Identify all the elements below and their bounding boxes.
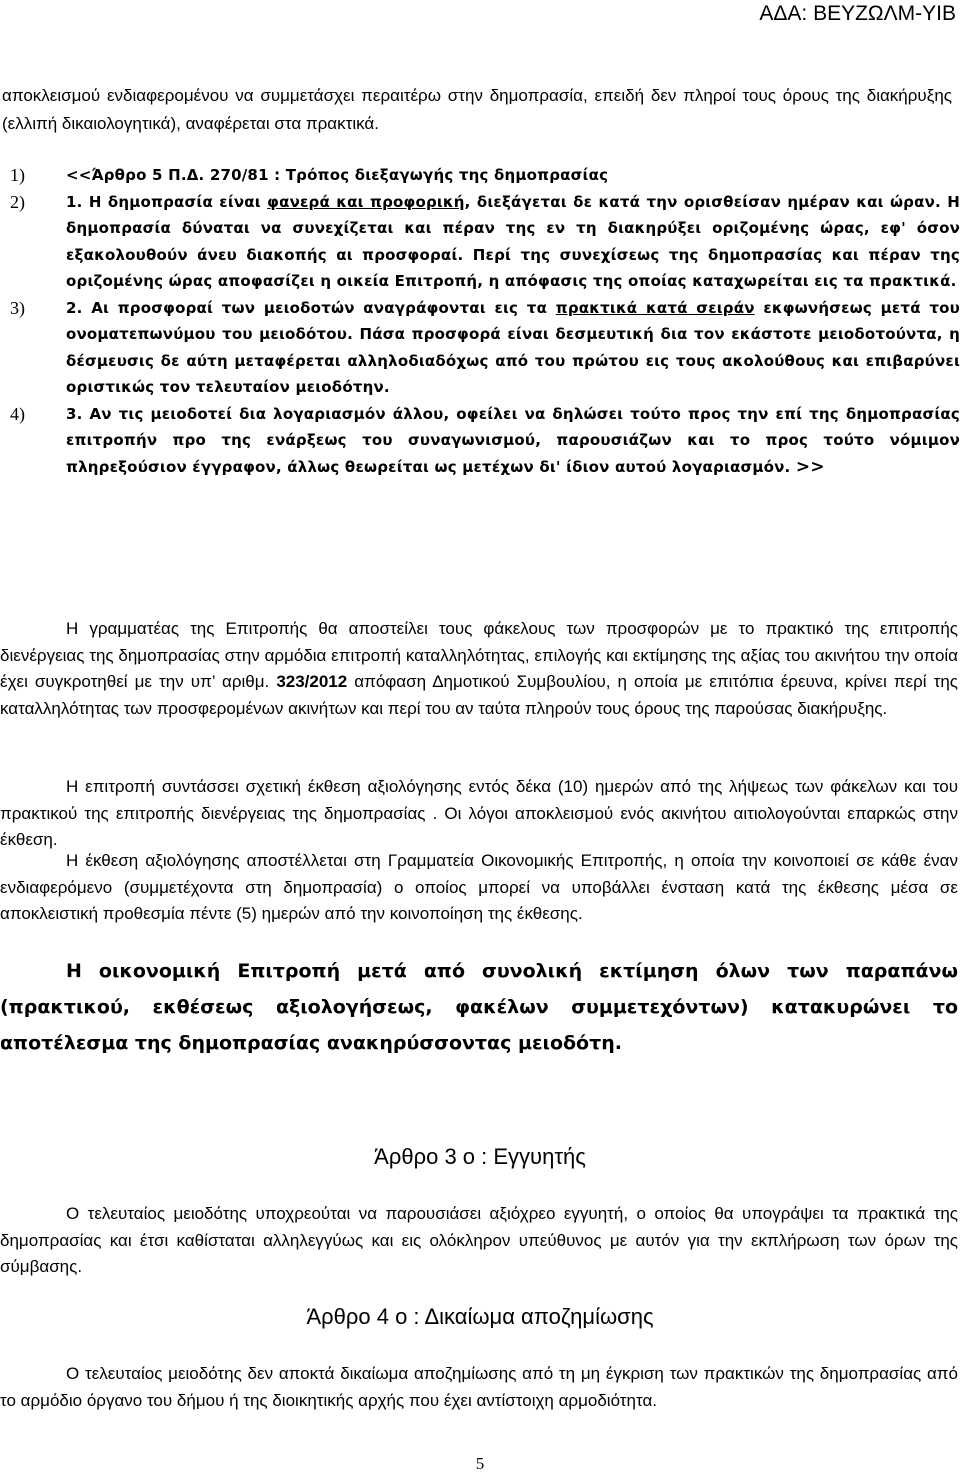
- list-item-3-rest: εκφωνήσεως μετά του ονοματεπωνύμου του μειοδότου. Πάσα προσφορά είναι δεσμευτική δια τον εκάστοτε μειοδοτούντα, η δέσμευσις δε αύτη μεταφέρεται αλληλοδιαδόχως από του πρώτου εις τους ακολούθους και επιβαρύνει οριστικώς τον τελευταίον μειοδότην.: [66, 298, 960, 396]
- paragraph-secretary: [0, 616, 958, 722]
- article-3-text: Ο τελευταίος μειοδότης υποχρεούται να παρουσιάσει αξιόχρεο εγγυητή, ο οποίος θα υπογράψει τα πρακτικά της δημοπρασίας και έτσι καθίσταται αλληλεγγύως και εις ολόκληρον υπεύθυνος με αυτόν για την εκπλήρωση των όρων της σύμβασης.: [0, 1204, 958, 1276]
- list-item-3-underlined: πρακτικά κατά σειράν: [555, 298, 755, 317]
- page-number: 5: [475, 1454, 485, 1473]
- article-4-heading: [0, 1304, 960, 1330]
- decision-number: 323/2012: [276, 672, 348, 691]
- paragraph-report-objection: Η έκθεση αξιολόγησης αποστέλλεται στη Γραμματεία Οικονομικής Επιτροπής, η οποία την κοινοποιεί σε κάθε έναν ενδιαφερόμενο (συμμετέχοντα στη δημοπρασία) ο οποίος μπορεί να υποβάλλει ένσταση κατά της έκθεσης μέσα σε αποκλειστική προθεσμία πέντε (5) ημερών από την κοινοποίηση της έκθεσης.: [0, 851, 958, 923]
- list-item-2-underlined: φανερά και προφορική: [267, 192, 465, 211]
- list-item-2: [0, 189, 960, 295]
- list-item-3-lead: 2. Αι προσφοραί των μειοδοτών αναγράφονται εις τα: [66, 298, 556, 317]
- paragraph-secretary-before: Η γραμματέας της Επιτροπής θα αποστείλει τους φάκελους των προσφορών με το πρακτικό της επιτροπής διενέργειας της δημοπρασίας στην αρμόδια επιτροπή καταλληλότητας, επιλογής και εκτίμησης της αξίας του ακινήτου την οποία έχει συγκροτηθεί με την υπ’ αριθμ.: [0, 619, 958, 691]
- list-number: 2): [10, 191, 25, 212]
- paragraph-finance-committee: Η οικονομική Επιτροπή μετά από συνολική εκτίμηση όλων των παραπάνω (πρακτικού, εκθέσεως αξιολογήσεως, φακέλων συμμετεχόντων) κατακυρώνει το αποτέλεσμα της δημοπρασίας ανακηρύσσοντας μειοδότη.: [0, 960, 958, 1054]
- list-item-1-text: <<Άρθρο 5 Π.Δ. 270/81 : Τρόπος διεξαγωγής της δημοπρασίας: [66, 166, 609, 184]
- list-item-4-text: 3. Αν τις μειοδοτεί δια λογαριασμόν άλλου, οφείλει να δηλώσει τούτο προς την επί της δημοπρασίας επιτροπήν προ της ενάρξεως του συναγωνισμού, παρουσιάζων και το προς τούτο νόμιμον πληρεξούσιον έγγραφον, άλλως θεωρείται ως μετέχων δι' ίδιον αυτού λογαριασμόν.: [66, 404, 960, 476]
- list-item-2-lead: 1. Η δημοπρασία είναι: [66, 192, 268, 211]
- list-number: 4): [10, 403, 25, 424]
- list-item-1: [0, 162, 960, 189]
- article-5-quote-list: [0, 162, 960, 480]
- list-number: 3): [10, 297, 25, 318]
- paragraph-secretary-after: απόφαση Δημοτικού Συμβουλίου, η οποία με επιτόπια έρευνα, κρίνει περί της καταλληλότητας των προσφερομένων ακινήτων και περί του αν ταύτα πληρούν τους όρους της παρούσας διακήρυξης.: [0, 672, 958, 718]
- list-item-2-rest: , διεξάγεται δε κατά την ορισθείσαν ημέραν και ώραν. Η δημοπρασία δύναται να συνεχίζεται και πέραν της εν τη διακηρύξει οριζομένης ώρας, εφ' όσον εξακολουθούν άνευ διακοπής αι προσφοραί. Περί της συνεχίσεως της δημοπρασίας και πέραν της οριζομένης ώρας αποφασίζει η οικεία Επιτροπή, η απόφασις της οποίας καταχωρείται εις τα πρακτικά.: [66, 192, 960, 290]
- quote-close: >>: [795, 456, 825, 477]
- article-4-text: Ο τελευταίος μειοδότης δεν αποκτά δικαίωμα αποζημίωσης από τη μη έγκριση των πρακτικών της δημοπρασίας από το αρμόδιο όργανο του δήμου ή της διοικητικής αρχής που έχει αντίστοιχη αρμοδιότητα.: [0, 1364, 958, 1410]
- ada-identifier: ΑΔΑ: ΒΕΥΖΩΛΜ-ΥΙΒ: [759, 2, 956, 25]
- article-3-heading: Άρθρο 3 ο : Εγγυητής: [374, 1144, 586, 1169]
- intro-paragraph: αποκλεισμού ενδιαφερομένου να συμμετάσχει περαιτέρω στην δημοπρασία, επειδή δεν πληροί τους όρους της διακήρυξης (ελλιπή δικαιολογητικά), αναφέρεται στα πρακτικά.: [2, 86, 952, 133]
- paragraph-committee-report: Η επιτροπή συντάσσει σχετική έκθεση αξιολόγησης εντός δέκα (10) ημερών από της λήψεως των φάκελων και του πρακτικού της επιτροπής διενέργειας της δημοπρασίας . Οι λόγοι αποκλεισμού ενός ακινήτου αιτιολογούνται επαρκώς στην έκθεση.: [0, 777, 958, 849]
- list-item-4: [0, 401, 960, 481]
- article-4-heading-text: Άρθρο 4 ο : Δικαίωμα αποζημίωσης: [306, 1304, 654, 1329]
- list-item-3: [0, 295, 960, 401]
- list-number: 1): [10, 165, 25, 185]
